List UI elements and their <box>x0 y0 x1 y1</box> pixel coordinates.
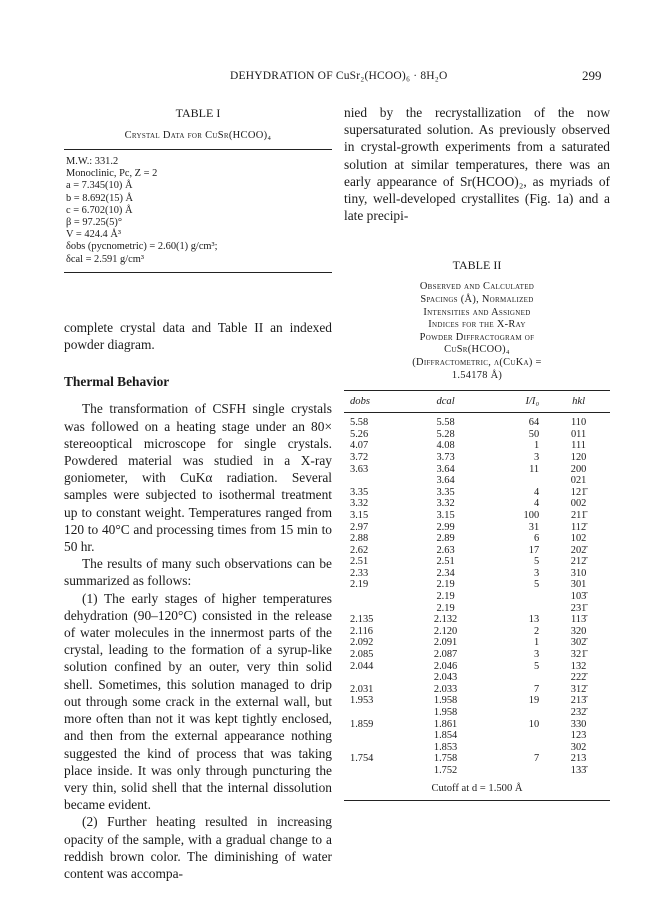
cell-dcal: 3.35 <box>436 486 455 498</box>
caption-line: Indices for the X-Ray <box>428 319 526 331</box>
diffraction-table-body <box>344 413 610 777</box>
cell-dobs <box>344 672 411 684</box>
table-row <box>344 753 610 765</box>
cell-hkl: 212̄ <box>570 556 587 568</box>
cell-intensity <box>480 765 547 777</box>
cell-hkl: 330 <box>570 718 587 730</box>
crystal-data-row: δobs (pycnometric) = 2.60(1) g/cm³; <box>66 241 218 253</box>
cell-hkl: 110 <box>570 417 587 429</box>
cell-dobs: 5.58 <box>350 417 369 429</box>
table-row <box>344 533 610 545</box>
cell-intensity <box>480 591 547 603</box>
cell-intensity: 17 <box>528 544 540 556</box>
left-body <box>64 319 332 882</box>
cell-dobs: 2.88 <box>350 533 369 545</box>
table-row <box>344 579 610 591</box>
cell-intensity: 31 <box>528 521 540 533</box>
cell-hkl: 302̄ <box>570 637 587 649</box>
cell-dcal: 2.033 <box>433 683 458 695</box>
cell-hkl: 123 <box>570 730 587 742</box>
cell-dcal: 1.861 <box>433 718 458 730</box>
cell-dcal: 2.19 <box>436 579 455 591</box>
cell-hkl: 002 <box>570 498 587 510</box>
cell-dcal: 2.087 <box>433 649 458 661</box>
cell-intensity: 64 <box>528 417 540 429</box>
cell-intensity: 5 <box>533 579 540 591</box>
cell-dobs: 2.135 <box>350 614 374 626</box>
cell-dcal: 2.19 <box>436 591 455 603</box>
table-row <box>344 614 610 626</box>
caption-line: (Diffractometric, λ(CuKα) = <box>412 356 542 368</box>
cell-intensity: 5 <box>533 556 540 568</box>
crystal-data-row: V = 424.4 Å³ <box>66 229 121 241</box>
cell-dobs <box>344 603 411 615</box>
table2-footer: Cutoff at d = 1.500 Å <box>344 783 610 801</box>
cell-hkl: 103̄ <box>570 591 587 603</box>
table-row <box>344 545 610 557</box>
crystal-data-row: c = 6.702(10) Å <box>66 204 133 216</box>
column-header-dobs: dobs <box>344 391 411 413</box>
table-row <box>344 707 610 719</box>
table-row <box>344 464 610 476</box>
caption-line: Spacings (Å), Normalized <box>420 294 534 306</box>
cell-dobs <box>344 475 411 487</box>
caption-line: CuSr(HCOO)₄ <box>444 344 510 356</box>
table-row <box>344 661 610 673</box>
table-row <box>344 591 610 603</box>
cell-dobs: 2.116 <box>350 625 373 637</box>
left-column <box>64 100 332 882</box>
cell-hkl: 213̄ <box>570 695 587 707</box>
cell-dcal: 1.758 <box>433 753 458 765</box>
cell-dobs: 5.26 <box>350 428 369 440</box>
cell-intensity: 10 <box>528 718 540 730</box>
cell-hkl: 200 <box>570 463 587 475</box>
caption-line: Observed and Calculated <box>419 281 535 293</box>
cell-hkl: 132 <box>570 660 587 672</box>
cell-hkl: 302 <box>570 741 587 753</box>
section-heading: Thermal Behavior <box>64 374 170 390</box>
cell-dobs <box>344 742 411 754</box>
table-row <box>344 684 610 696</box>
cell-dcal: 2.51 <box>436 556 455 568</box>
paragraph: (1) The early stages of higher temperatures dehydration (90–120°C) consisted in the release of water molecules in the innermost parts of the crystal, leading to the formation of a syrup-like solution confined by an outer, very thin solid shell. Sometimes, this solution managed to drip out through some crack in the external wall, but more often than not it was kept tightly enclosed, and then from the external appearance nothing suggested the kind of process that was taking place inside. It was only through puncturing the very thin, solid shell that the internal dissolution became evident. <box>64 590 332 813</box>
cell-hkl: 021 <box>570 475 587 487</box>
cell-dobs <box>344 591 411 603</box>
cell-hkl: 120 <box>570 451 587 463</box>
cell-hkl: 011 <box>570 428 587 440</box>
cell-hkl: 213 <box>570 753 587 765</box>
table-row <box>344 672 610 684</box>
caption-line: 1.54178 Å) <box>451 369 503 381</box>
cell-dobs: 2.092 <box>350 637 374 649</box>
table-row <box>344 603 610 615</box>
crystal-data-row: a = 7.345(10) Å <box>66 180 133 192</box>
cell-dcal: 2.89 <box>436 533 455 545</box>
cell-intensity: 19 <box>528 695 540 707</box>
table1-caption: Crystal Data for CuSr(HCOO)₄ <box>124 130 272 141</box>
table-row <box>344 556 610 568</box>
table-row <box>344 730 610 742</box>
cell-intensity <box>480 672 547 684</box>
cell-dobs: 2.031 <box>350 683 374 695</box>
cell-hkl: 133̄ <box>570 764 587 776</box>
cell-dobs: 1.953 <box>350 695 374 707</box>
cell-hkl: 310 <box>570 567 587 579</box>
crystal-data-row: M.W.: 331.2 <box>66 156 119 167</box>
cell-dobs <box>344 765 411 777</box>
cell-dobs: 3.63 <box>350 463 369 475</box>
cell-hkl: 202̄ <box>570 544 587 556</box>
cell-hkl: 112̄ <box>570 521 587 533</box>
cell-intensity: 3 <box>533 451 540 463</box>
cell-dcal: 2.091 <box>433 637 458 649</box>
cell-hkl: 211̄ <box>570 509 587 521</box>
cell-intensity: 5 <box>533 660 540 672</box>
cell-dobs: 3.35 <box>350 486 369 498</box>
paragraph: The transformation of CSFH single crystals was followed on a heating stage under an 80× stereooptical microscope for single crystals. Powdered material was studied in a X-ray goniometer, with CuKα radiation. Several samples were subjected to isothermal treatment up to constant weight. Temperatures ranged from 120 to 40°C and processing times from 15 min to 50 hr. <box>64 401 332 555</box>
table2-label: TABLE II <box>452 258 502 273</box>
table-row <box>344 695 610 707</box>
cell-intensity: 6 <box>533 533 540 545</box>
table-row <box>344 429 610 441</box>
table-row <box>344 475 610 487</box>
cell-dcal: 5.58 <box>436 417 455 429</box>
cell-hkl: 111 <box>571 440 586 452</box>
crystal-data-row: β = 97.25(5)° <box>66 217 122 229</box>
cell-dcal: 1.854 <box>433 730 458 742</box>
table-row <box>344 742 610 754</box>
paragraph: complete crystal data and Table II an indexed powder diagram. <box>64 319 332 353</box>
table-header-row <box>344 391 610 413</box>
cell-dcal: 2.19 <box>436 602 455 614</box>
cell-dobs <box>344 707 411 719</box>
cell-hkl: 113̄ <box>570 614 587 626</box>
cell-dcal: 1.752 <box>433 764 458 776</box>
table-row <box>344 649 610 661</box>
cell-dcal: 3.64 <box>436 475 455 487</box>
cell-hkl: 121̄ <box>570 486 587 498</box>
cell-dobs: 2.044 <box>350 660 374 672</box>
cell-dcal: 1.958 <box>433 707 458 719</box>
cell-dcal: 3.64 <box>436 463 455 475</box>
cell-intensity <box>480 730 547 742</box>
cell-dcal: 2.63 <box>436 544 455 556</box>
table-row <box>344 440 610 452</box>
table-row <box>344 452 610 464</box>
cell-hkl: 320 <box>570 625 587 637</box>
cell-dcal: 2.34 <box>436 567 455 579</box>
cell-intensity <box>480 707 547 719</box>
column-header-intensity: I/I₀ <box>480 391 547 413</box>
cell-dcal: 3.32 <box>436 498 455 510</box>
cell-dobs: 1.859 <box>350 718 374 730</box>
cell-dcal: 4.08 <box>436 440 455 452</box>
cell-intensity: 11 <box>529 463 540 475</box>
cell-dcal: 2.132 <box>433 614 458 626</box>
cell-intensity: 4 <box>533 486 540 498</box>
paragraph: The results of many such observations can be summarized as follows: <box>64 556 332 589</box>
cell-intensity: 50 <box>528 428 540 440</box>
cell-dobs: 2.33 <box>350 567 369 579</box>
cell-hkl: 301 <box>570 579 587 591</box>
table1-label: TABLE I <box>175 106 221 120</box>
cell-dobs: 2.19 <box>350 579 369 591</box>
crystal-data-row: Monoclinic, Pc, Z = 2 <box>66 168 158 180</box>
cell-intensity <box>480 475 547 487</box>
page-number: 299 <box>582 68 602 83</box>
cell-dcal: 2.99 <box>436 521 455 533</box>
cell-intensity: 100 <box>523 509 540 521</box>
cell-intensity: 13 <box>528 614 540 626</box>
cell-intensity: 4 <box>533 498 540 510</box>
cell-intensity: 7 <box>533 683 540 695</box>
table-row <box>344 719 610 731</box>
cell-intensity: 7 <box>533 753 540 765</box>
table-row <box>344 626 610 638</box>
cell-intensity: 2 <box>533 625 540 637</box>
cell-dcal: 2.120 <box>433 625 458 637</box>
column-header-hkl: hkl <box>547 391 610 413</box>
diffraction-table <box>344 390 610 776</box>
cell-dcal: 2.046 <box>433 660 458 672</box>
table-row <box>344 510 610 522</box>
cell-intensity: 3 <box>533 567 540 579</box>
paragraph: (2) Further heating resulted in increasing opacity of the sample, with a gradual change to a reddish brown color. The diminishing of water content was accompa- <box>64 814 332 881</box>
cell-dobs: 2.97 <box>350 521 369 533</box>
cell-hkl: 232̄ <box>570 707 587 719</box>
cell-dcal: 1.958 <box>433 695 458 707</box>
table-row <box>344 568 610 580</box>
table-row <box>344 637 610 649</box>
right-body <box>344 104 610 224</box>
cell-dobs: 3.15 <box>350 509 369 521</box>
cell-dcal: 3.15 <box>436 509 455 521</box>
cell-dcal: 1.853 <box>433 741 458 753</box>
cell-dobs <box>344 730 411 742</box>
cell-hkl: 321̄ <box>570 649 587 661</box>
cell-intensity: 3 <box>533 649 540 661</box>
cell-intensity <box>480 603 547 615</box>
table-row <box>344 498 610 510</box>
right-column <box>344 100 610 801</box>
table-row <box>344 487 610 499</box>
column-header-dcal: dcal <box>411 391 480 413</box>
cell-dobs: 2.62 <box>350 544 369 556</box>
crystal-data-row: b = 8.692(15) Å <box>66 192 134 204</box>
cell-dobs: 2.085 <box>350 649 374 661</box>
cell-dobs: 4.07 <box>350 440 369 452</box>
crystal-data-table <box>64 149 332 273</box>
cell-dobs: 1.754 <box>350 753 374 765</box>
paragraph: nied by the recrystallization of the now supersaturated solution. As previously observed in crystal-growth experiments from a saturated solution at similar temperatures, there was an early appearance of Sr(HCOO)₂, as myriads of tiny, well-developed crystallites (Fig. 1a) and a late precipi- <box>344 105 610 224</box>
cell-intensity: 1 <box>533 440 540 452</box>
cell-intensity: 1 <box>533 637 540 649</box>
cell-dobs: 3.32 <box>350 498 369 510</box>
cell-hkl: 102 <box>570 533 587 545</box>
table-row <box>344 417 610 429</box>
cell-dcal: 2.043 <box>433 672 458 684</box>
caption-line: Intensities and Assigned <box>423 306 531 318</box>
cell-hkl: 312̄ <box>570 683 587 695</box>
cell-hkl: 222̄ <box>570 672 587 684</box>
cell-dcal: 3.73 <box>436 451 455 463</box>
cell-dobs: 3.72 <box>350 451 369 463</box>
cell-intensity <box>480 742 547 754</box>
cell-dcal: 5.28 <box>436 428 455 440</box>
running-head: DEHYDRATION OF CuSr₂(HCOO)₆ · 8H₂O <box>230 70 448 82</box>
crystal-data-row: δcal = 2.591 g/cm³ <box>66 253 144 265</box>
table-row <box>344 765 610 777</box>
cell-hkl: 231̄ <box>570 602 587 614</box>
cell-dobs: 2.51 <box>350 556 369 568</box>
caption-line: Powder Diffractogram of <box>419 331 535 343</box>
table-row <box>344 522 610 534</box>
table2-caption <box>344 281 610 382</box>
